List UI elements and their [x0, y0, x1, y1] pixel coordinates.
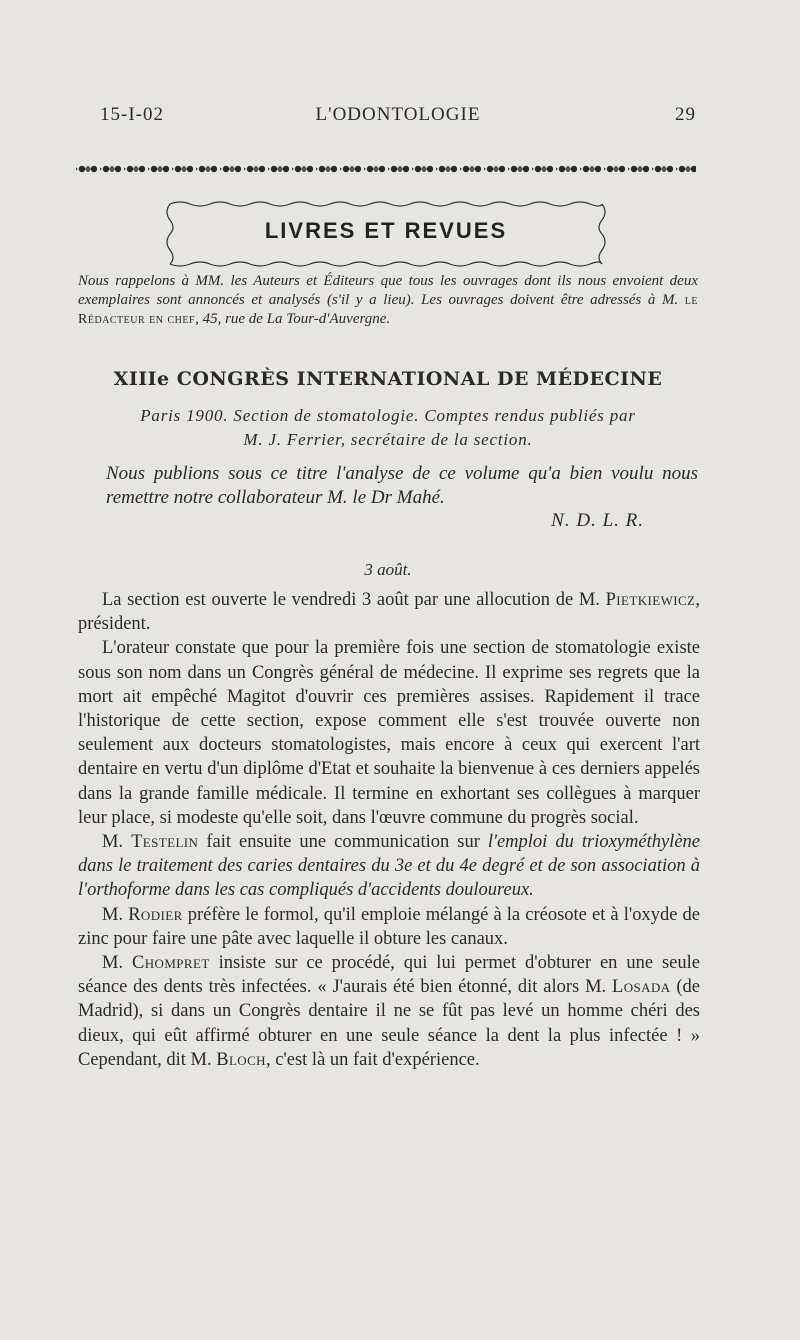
article-body [78, 588, 700, 1072]
person-name: Rodier [128, 904, 183, 925]
article-title: XIIIe CONGRÈS INTERNATIONAL DE MÉDECINE [113, 368, 663, 390]
text-run: (de Madrid), si dans un Congrès dentaire il ne se fût pas levé un homme chéri des dieux, qui eût affirmé obturer en une seule séance la dent la plus infectée ! » Cependant, dit M. [78, 977, 701, 1070]
person-name: Pietkiewicz [605, 590, 696, 610]
section-heading-frame [162, 198, 610, 270]
text-run: M. [102, 953, 124, 974]
person-name: Chompret [132, 953, 210, 974]
paragraph [78, 951, 700, 1072]
issue-date: 15-I-02 [100, 104, 164, 125]
section-title: LIVRES ET REVUES [264, 218, 508, 243]
text-run: M. [102, 904, 124, 925]
editorial-notice [78, 272, 698, 329]
notice-recipient: le Rédacteur en chef [78, 293, 698, 327]
session-date: 3 août. [364, 560, 412, 579]
subtitle-line: Paris 1900. Section de stomatologie. Comptes rendus publiés par [140, 406, 636, 425]
paragraph [78, 588, 700, 636]
person-name: Bloch [216, 1049, 266, 1070]
paragraph: L'orateur constate que pour la première fois une section de stomatologie existe sous son nom dans un Congrès général de médecine. Il exprime ses regrets que la mort ait empêché Magitot d'ouvrir ces premières assises. Rapidement il trace l'historique de cette section, expose comment elle s'est trouvée ouverte non seulement aux docteurs stomatologistes, mais encore à ceux qui exercent l'art dentaire en vertu d'un diplôme d'Etat et souhaite la bienvenue à ces derniers appelés dans la grande famille médicale. Il termine en exhortant ses collègues à marquer leur place, si modeste qu'elle soit, dans l'œuvre commune du progrès social. [78, 638, 700, 828]
editor-intro: Nous publions sous ce titre l'analyse de ce volume qu'a bien voulu nous remettre notre collaborateur M. le Dr Mahé. [106, 463, 698, 508]
notice-text: Nous rappelons à MM. les Auteurs et Éditeurs que tous les ouvrages dont ils nous envoient deux exemplaires sont annoncés et analysés (s'il y a lieu). Les ouvrages doivent être adressés à M. [78, 273, 698, 308]
text-run: insiste sur ce procédé, qui lui permet d'obturer en une seule séance des dents très infectées. « J'aurais été bien étonné, dit alors M. [78, 953, 700, 998]
notice-address: , 45, rue de La Tour-d'Auvergne. [195, 311, 391, 327]
journal-name: L'ODONTOLOGIE [315, 104, 481, 125]
paragraph [78, 830, 700, 903]
person-name: Losada [612, 977, 671, 998]
text-run: M. [102, 832, 124, 853]
subtitle-line: M. J. Ferrier, secrétaire de la section. [243, 430, 533, 449]
editor-signature: N. D. L. R. [551, 510, 644, 531]
text-run: , président. [78, 590, 701, 635]
text-run: préfère le formol, qu'il emploie mélangé à la créosote et à l'oxyde de zinc pour faire une pâte avec laquelle il obture les canaux. [78, 904, 701, 949]
page-number: 29 [675, 104, 696, 125]
article-subtitle [78, 404, 698, 452]
text-run: , c'est là un fait d'expérience. [265, 1049, 480, 1070]
text-run: La section est ouverte le vendredi 3 août par une allocution de M. [102, 590, 600, 610]
communication-title: l'emploi du trioxyméthylène dans le traitement des caries dentaires du 3e et du 4e degré et de son association à l'orthoforme dans les cas compliqués d'accidents douloureux. [78, 832, 700, 901]
paragraph [78, 903, 700, 951]
text-run: fait ensuite une communication sur [206, 832, 480, 853]
running-head [100, 104, 696, 134]
ornamental-band [76, 163, 696, 175]
person-name: Testelin [131, 832, 199, 853]
